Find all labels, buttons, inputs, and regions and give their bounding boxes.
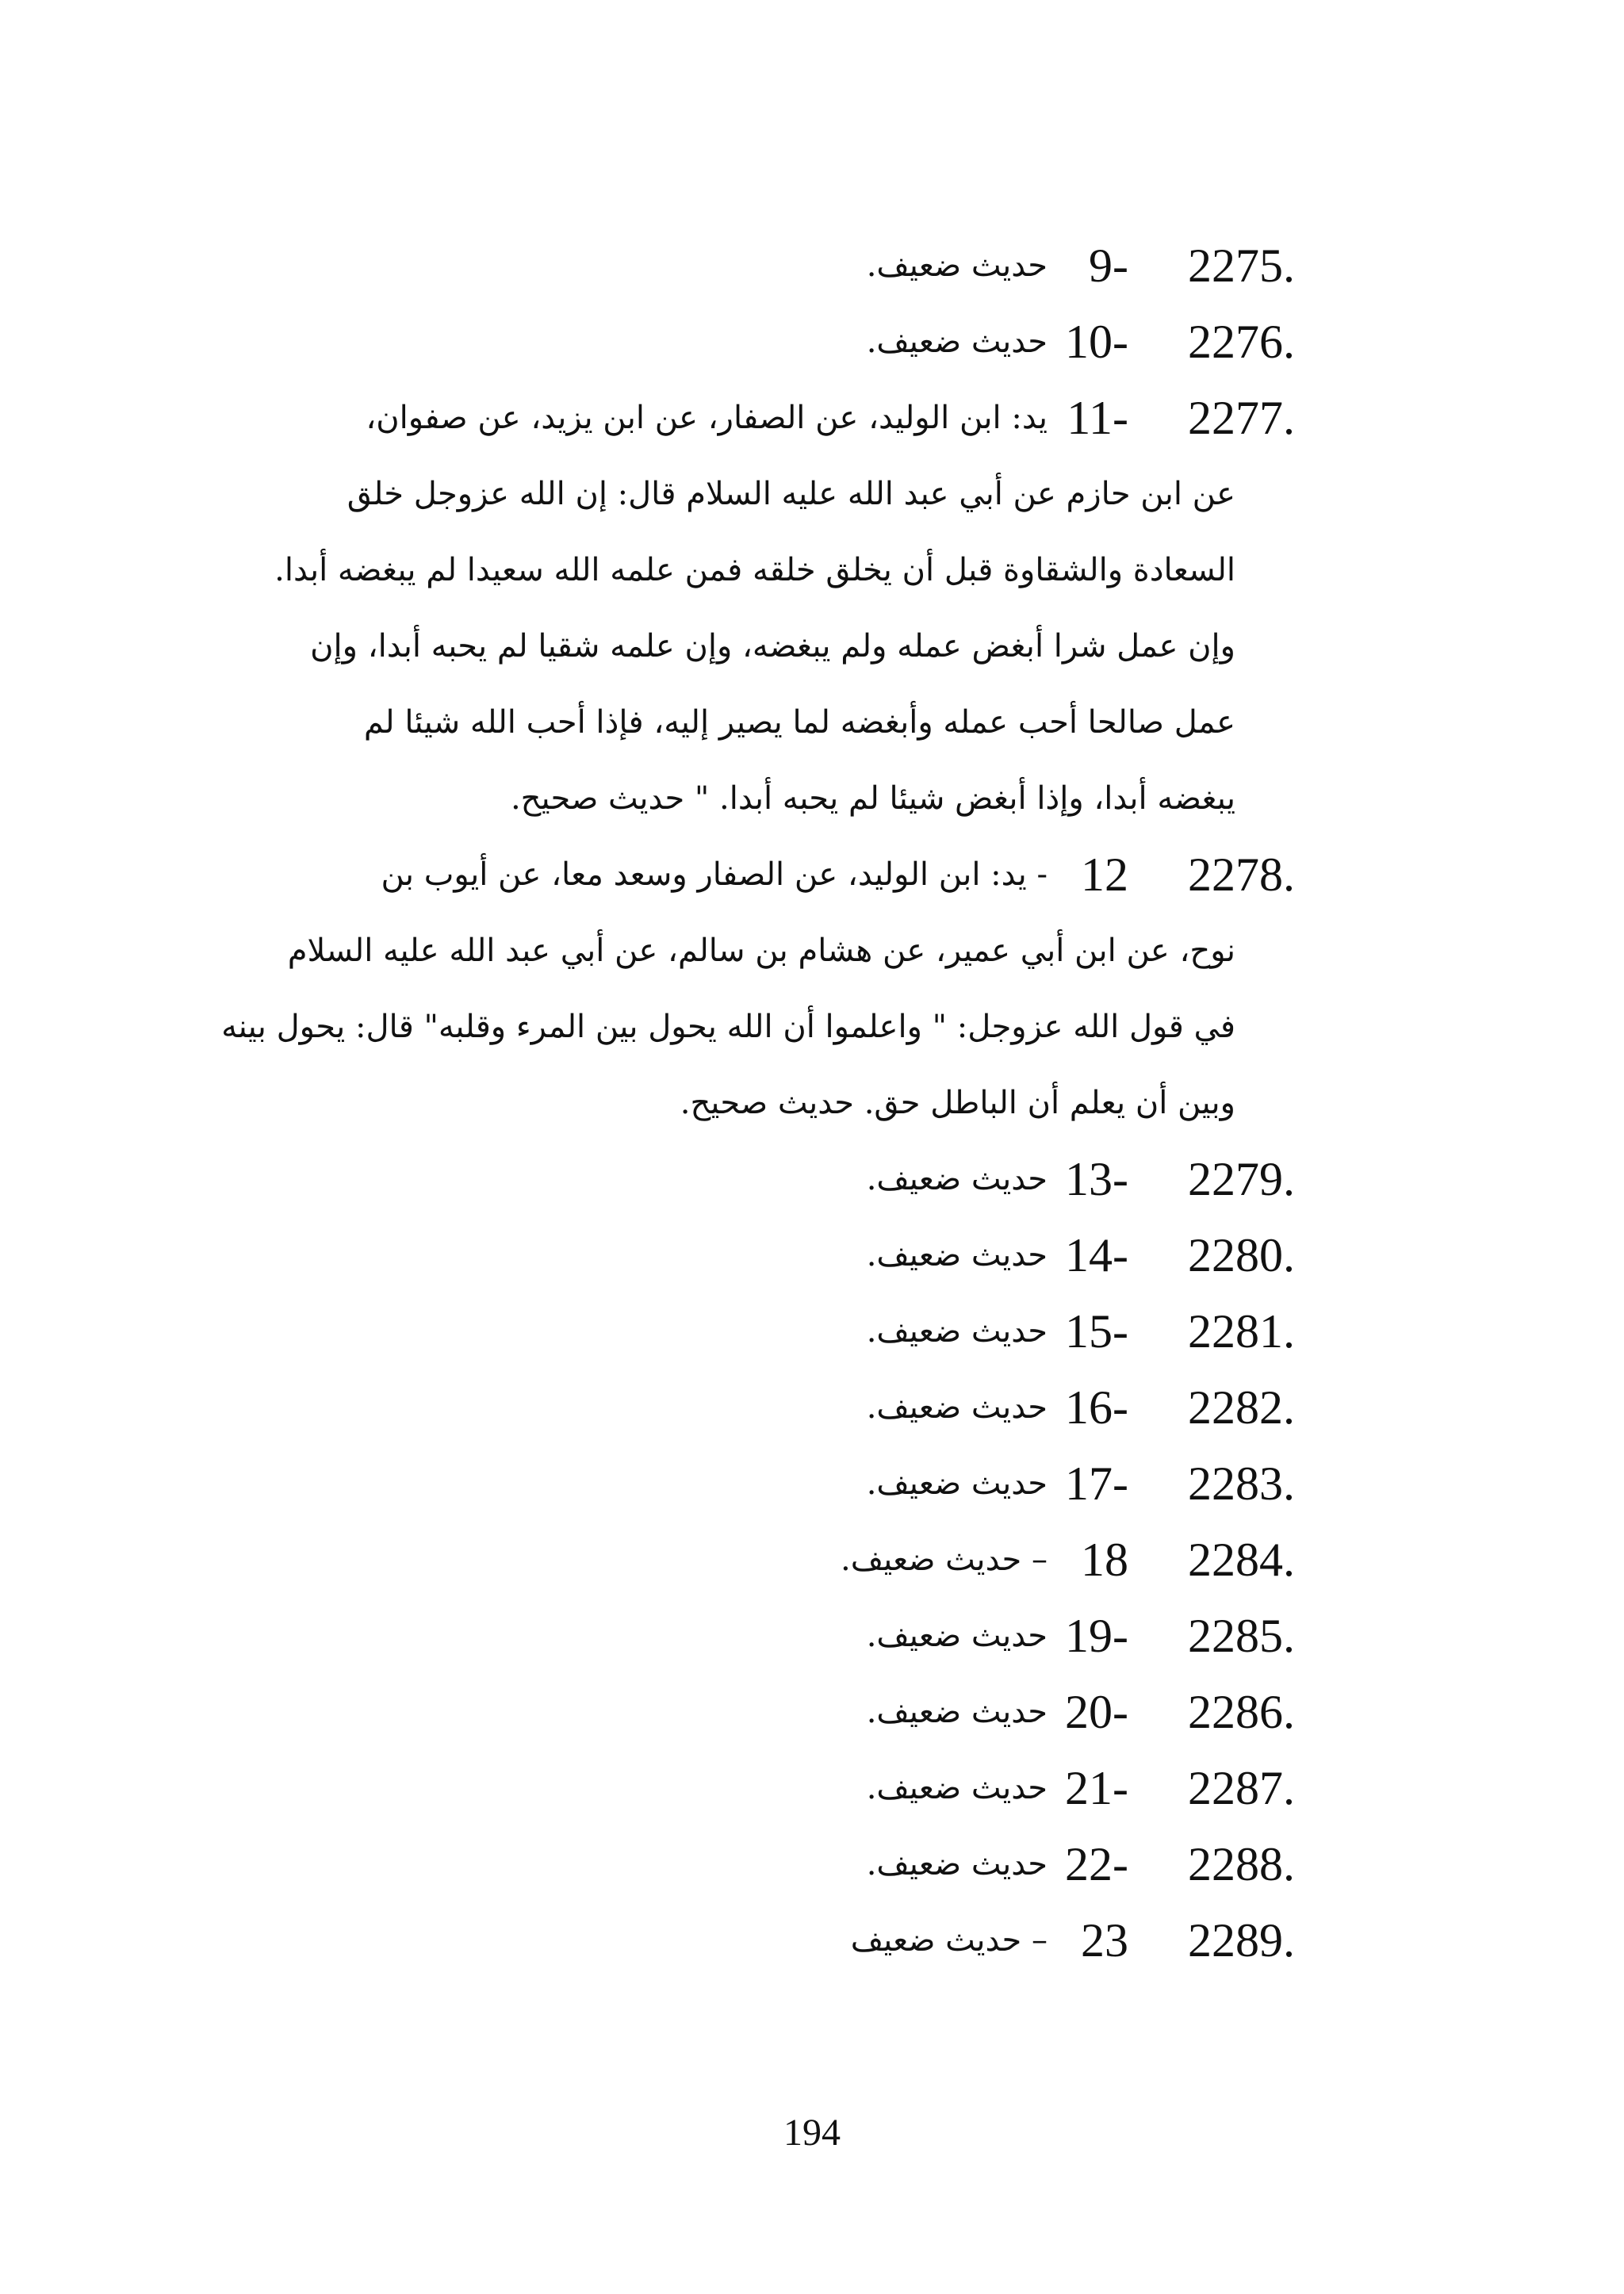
entry-sub-number: 16- [1065,1381,1128,1434]
entry-text: حديث ضعيف. [866,1237,1048,1273]
text-line: وبين أن يعلم أن الباطل حق. حديث صحيح. [680,1085,1235,1121]
entry-sub-number: 14- [1065,1229,1128,1281]
entry-number: 2281. [1188,1305,1295,1358]
entry-number: 2279. [1188,1153,1295,1205]
entry-number: 2278. [1188,848,1295,901]
entry-text: – حديث ضعيف. [840,1541,1048,1578]
entry-sub-number: 17- [1065,1457,1128,1510]
hadith-entry-2283 [264,1446,1295,1522]
hadith-entry-2284 [264,1522,1295,1598]
entry-text: حديث ضعيف. [866,1694,1048,1730]
entry-sub-number: 10- [1065,316,1128,368]
entry-text: حديث ضعيف. [866,1313,1048,1350]
entry-number: 2285. [1188,1610,1295,1662]
entry-sub-number: 23 [1081,1914,1128,1967]
hadith-entry-2278 [264,837,1295,913]
entry-number: 2284. [1188,1534,1295,1586]
hadith-entry-2286 [264,1674,1295,1750]
hadith-entry-2276 [264,304,1295,380]
entry-text: حديث ضعيف. [866,1161,1048,1197]
hadith-entry-2285 [264,1598,1295,1674]
entry-sub-number: 12 [1081,848,1128,901]
hadith-entry-2287 [264,1750,1295,1826]
hadith-entry-2289 [264,1902,1295,1978]
entry-text: حديث ضعيف. [866,247,1048,284]
entry-number: 2288. [1188,1838,1295,1890]
hadith-entry-2279 [264,1141,1295,1217]
entry-sub-number: 22- [1065,1838,1128,1890]
entry-text: - يد: ابن الوليد، عن الصفار وسعد معا، عن أيوب بن [381,856,1048,893]
entry-text: حديث ضعيف. [866,1770,1048,1806]
entry-sub-number: 11- [1067,392,1128,444]
entry-number: 2286. [1188,1686,1295,1738]
entry-sub-number: 9- [1089,239,1128,292]
entry-sub-number: 21- [1065,1762,1128,1814]
entry-sub-number: 20- [1065,1686,1128,1738]
entry-sub-number: 18 [1081,1534,1128,1586]
entry-text: – حديث ضعيف [850,1922,1048,1959]
entry-number: 2282. [1188,1381,1295,1434]
entry-number: 2283. [1188,1457,1295,1510]
hadith-entry-2282 [264,1369,1295,1446]
hadith-entry-2288 [264,1826,1295,1902]
text-line: نوح، عن ابن أبي عمير، عن هشام بن سالم، عن أبي عبد الله عليه السلام [287,933,1235,969]
hadith-entry-2275 [264,228,1295,304]
page-number: 194 [783,2112,841,2154]
entry-text: يد: ابن الوليد، عن الصفار، عن ابن يزيد، عن صفوان، [366,400,1048,436]
entry-sub-number: 13- [1065,1153,1128,1205]
entry-text: حديث ضعيف. [866,324,1048,360]
text-line: عن ابن حازم عن أبي عبد الله عليه السلام قال: إن الله عزوجل خلق [347,476,1235,512]
entry-number: 2280. [1188,1229,1295,1281]
entry-number: 2287. [1188,1762,1295,1814]
entry-text: حديث ضعيف. [866,1618,1048,1654]
entry-sub-number: 15- [1065,1305,1128,1358]
text-line: في قول الله عزوجل: " واعلموا أن الله يحول بين المرء وقلبه" قال: يحول بينه [221,1009,1235,1045]
entry-text: حديث ضعيف. [866,1389,1048,1426]
hadith-entry-2281 [264,1293,1295,1369]
hadith-2277-body [274,456,1235,837]
entry-number: 2277. [1188,392,1295,444]
entry-number: 2275. [1188,239,1295,292]
text-line: السعادة والشقاوة قبل أن يخلق خلقه فمن علمه الله سعيدا لم يبغضه أبدا. [274,552,1235,588]
hadith-entry-2277 [264,380,1295,456]
entry-number: 2289. [1188,1914,1295,1967]
hadith-entry-2280 [264,1217,1295,1293]
entry-number: 2276. [1188,316,1295,368]
text-line: يبغضه أبدا، وإذا أبغض شيئا لم يحبه أبدا. " حديث صحيح. [510,780,1235,817]
entry-text: حديث ضعيف. [866,1465,1048,1502]
entry-text: حديث ضعيف. [866,1846,1048,1882]
entry-sub-number: 19- [1065,1610,1128,1662]
text-line: عمل صالحا أحب عمله وأبغضه لما يصير إليه، فإذا أحب الله شيئا لم [363,704,1235,741]
hadith-2278-body [221,913,1235,1141]
text-line: وإن عمل شرا أبغض عمله ولم يبغضه، وإن علمه شقيا لم يحبه أبدا، وإن [310,628,1235,664]
